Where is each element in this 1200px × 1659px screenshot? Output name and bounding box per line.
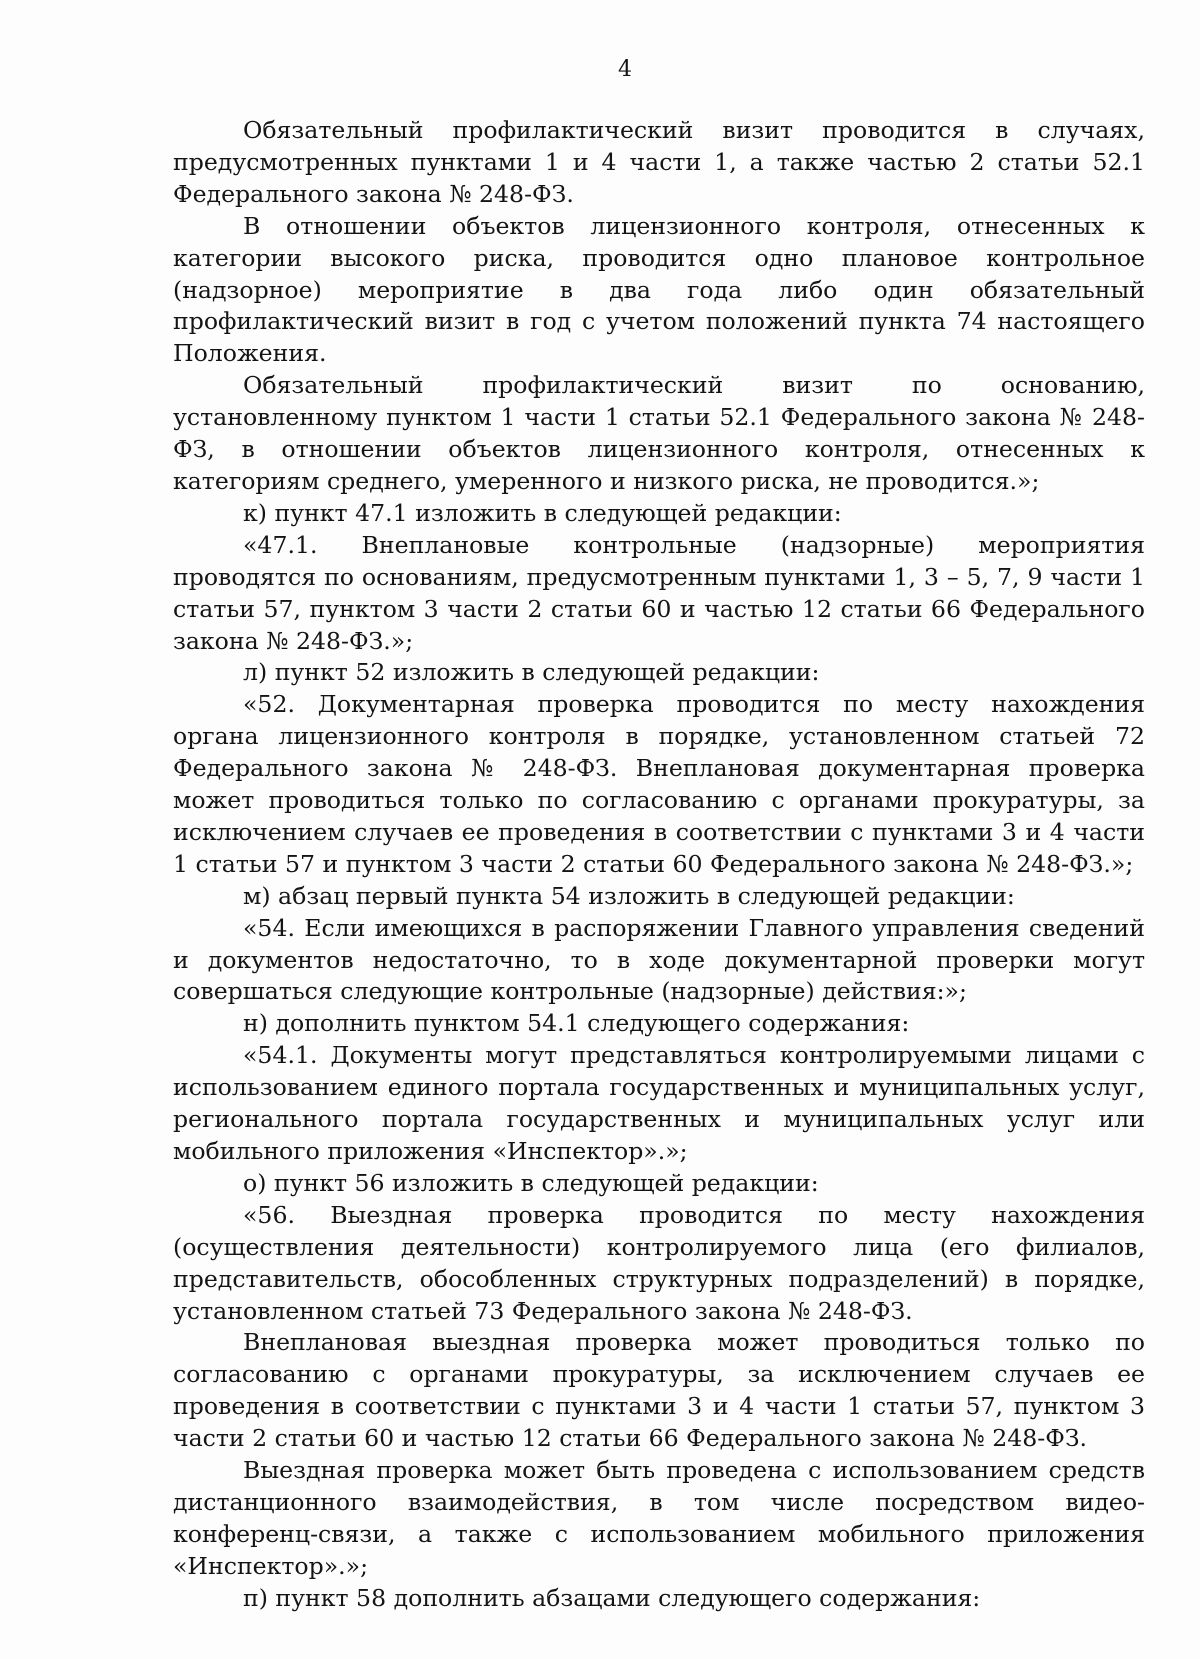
paragraph-mandatory-visit-cases: Обязательный профилактический визит проводится в случаях, предусмотренных пунктами 1 и 4 части 1, а также частью 2 статьи 52.1 Федерального закона № 248-ФЗ. [173, 116, 1145, 208]
page-number: 4 [618, 57, 632, 82]
paragraph-unscheduled-inspection: Внеплановая выездная проверка может проводиться только по согласованию с органами прокуратуры, за исключением случаев ее проведения в соответствии с пунктами 3 и 4 части 1 статьи 57, пунктом 3 части 2 статьи 60 и частью 12 статьи 66 Федерального закона № 248-ФЗ. [173, 1328, 1145, 1453]
paragraph-clause-54: «54. Если имеющихся в распоряжении Главного управления сведений и документов недостаточно, то в ходе документарной проверки могут совершаться следующие контрольные (надзорные) действия:»; [173, 913, 1145, 1006]
paragraph-clause-54-1: «54.1. Документы могут представляться контролируемыми лицами с использованием единого портала государственных и муниципальных услуг, регионального портала государственных и муниципальных услуг или мобильного приложения «Инспектор».»; [173, 1041, 1145, 1165]
paragraph-remote-inspection: Выездная проверка может быть проведена с использованием средств дистанционного взаимодействия, в том числе посредством видео-конференц-связи, а также с использованием мобильного приложения «Инспектор».»; [173, 1456, 1145, 1580]
paragraph-item-k: к) пункт 47.1 изложить в следующей редакции: [243, 498, 842, 527]
paragraph-clause-56: «56. Выездная проверка проводится по месту нахождения (осуществления деятельности) контролируемого лица (его филиалов, представительств, обособленных структурных подразделений) в порядке, установленном статьей 73 Федерального закона № 248-ФЗ. [173, 1200, 1145, 1325]
paragraph-item-m: м) абзац первый пункта 54 изложить в следующей редакции: [243, 881, 1015, 910]
paragraph-item-l: л) пункт 52 изложить в следующей редакции: [243, 658, 820, 687]
paragraph-high-risk-objects: В отношении объектов лицензионного контроля, отнесенных к категории высокого риска, проводится одно плановое контрольное (надзорное) мероприятие в два года либо один обязательный профилактический визит в год с учетом положений пункта 74 настоящего Положения. [173, 211, 1145, 368]
document-body [173, 115, 1145, 1615]
paragraph-item-n: н) дополнить пунктом 54.1 следующего содержания: [243, 1009, 910, 1038]
paragraph-clause-47-1: «47.1. Внеплановые контрольные (надзорные) мероприятия проводятся по основаниям, предусмотренным пунктами 1, 3 – 5, 7, 9 части 1 статьи 57, пунктом 3 части 2 статьи 60 и частью 12 статьи 66 Федерального закона № 248-ФЗ.»; [173, 530, 1145, 655]
paragraph-item-o: о) пункт 56 изложить в следующей редакции: [243, 1168, 819, 1197]
paragraph-clause-52: «52. Документарная проверка проводится по месту нахождения органа лицензионного контроля в порядке, установленном статьей 72 Федерального закона № 248-ФЗ. Внеплановая документарная проверка может проводиться только по согласованию с органами прокуратуры, за исключением случаев ее проведения в соответствии с пунктами 3 и 4 части 1 статьи 57 и пунктом 3 части 2 статьи 60 Федерального закона № 248-ФЗ.»; [173, 690, 1145, 878]
paragraph-visit-not-conducted: Обязательный профилактический визит по основанию, установленному пунктом 1 части 1 статьи 52.1 Федерального закона № 248-ФЗ, в отношении объектов лицензионного контроля, отнесенных к категориям среднего, умеренного и низкого риска, не проводится.»; [173, 371, 1145, 495]
paragraph-item-p: п) пункт 58 дополнить абзацами следующего содержания: [243, 1583, 981, 1612]
